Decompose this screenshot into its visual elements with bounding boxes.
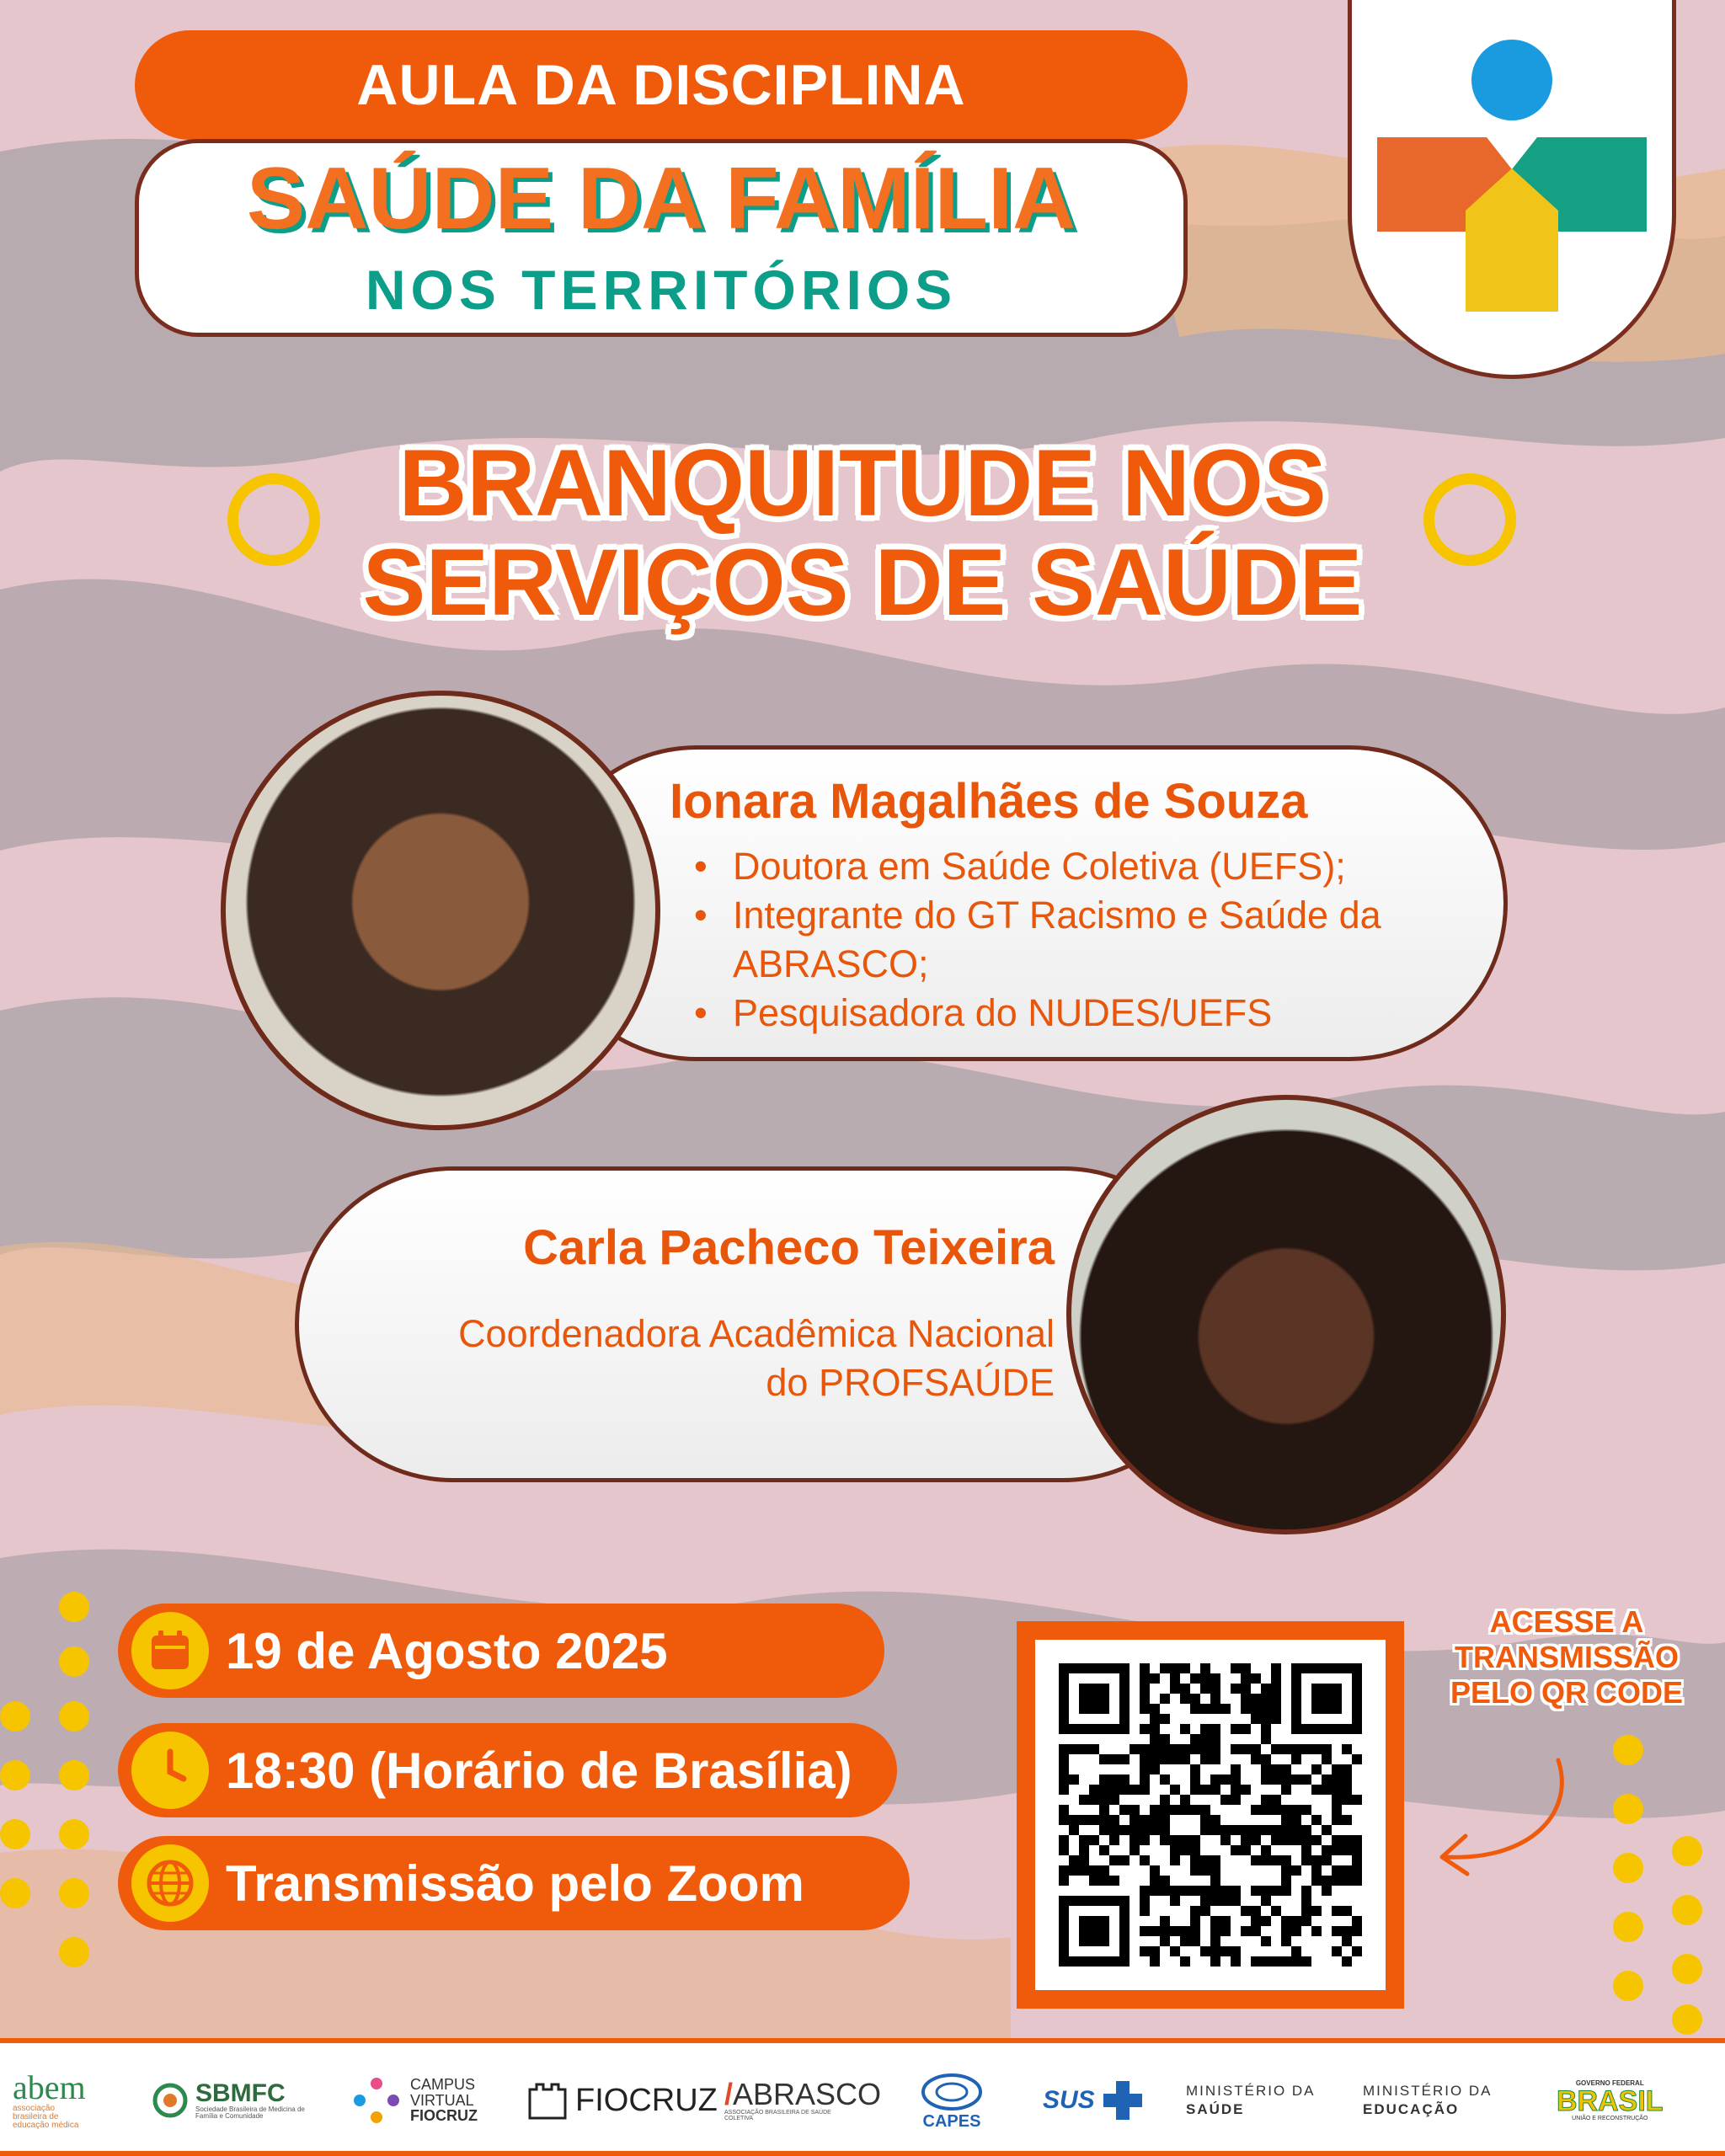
speaker2-role-line1: Coordenadora Acadêmica Nacional (458, 1312, 1055, 1355)
ministerio-educacao-logo: MINISTÉRIO DA EDUCAÇÃO (1363, 2082, 1493, 2117)
lecture-title-line1: BRANQUITUDE NOS (398, 430, 1327, 536)
globe-icon (131, 1844, 209, 1922)
sus-logo-shield (1348, 0, 1676, 379)
lecture-title-line2: SERVIÇOS DE SAÚDE (362, 530, 1363, 635)
speaker1-photo (221, 691, 660, 1130)
speaker1-credentials (691, 842, 1499, 1038)
platform-pill (118, 1836, 910, 1930)
qr-caption-line2: TRANSMISSÃO (1454, 1640, 1679, 1674)
speaker1-credential: • Pesquisadora do NUDES/UEFS (691, 989, 1499, 1038)
sus-logo: SUS (1043, 2060, 1144, 2141)
course-subtitle: NOS TERRITÓRIOS (365, 258, 958, 321)
discipline-banner-text: AULA DA DISCIPLINA (356, 53, 966, 117)
speaker2-role-line2: do PROFSAÚDE (766, 1361, 1055, 1404)
curved-arrow-icon (1432, 1752, 1575, 1886)
speaker1-credential: • Integrante do GT Racismo e Saúde da ABRASCO; (691, 891, 1499, 989)
campus-virtual-fiocruz-logo: CAMPUS VIRTUAL FIOCRUZ (350, 2060, 478, 2141)
clock-icon (131, 1732, 209, 1809)
speaker2-role (337, 1310, 1055, 1407)
qr-code-image (1035, 1640, 1386, 1990)
event-date: 19 de Agosto 2025 (226, 1622, 668, 1679)
qr-code[interactable] (1035, 1640, 1386, 1990)
time-pill (118, 1723, 897, 1817)
qr-caption-line3: PELO QR CODE (1450, 1675, 1684, 1710)
sus-cross-logo (1352, 0, 1672, 375)
governo-federal-brasil-logo: GOVERNO FEDERAL BRASIL UNIÃO E RECONSTRUÇÃO (1557, 2079, 1664, 2121)
partner-logos-footer (0, 2038, 1725, 2156)
course-title: SAÚDE DA FAMÍLIA (246, 149, 1076, 248)
capes-logo: CAPES (918, 2060, 985, 2141)
event-platform: Transmissão pelo Zoom (226, 1854, 804, 1912)
calendar-icon (131, 1612, 209, 1689)
qr-caption-line1: ACESSE A (1489, 1604, 1644, 1639)
speaker1-credential: • Doutora em Saúde Coletiva (UEFS); (691, 842, 1499, 891)
qr-code-frame[interactable] (1017, 1621, 1404, 2009)
qr-caption (1423, 1604, 1710, 1710)
fiocruz-logo: FIOCRUZ (526, 2060, 718, 2141)
sbmfc-logo: SBMFC Sociedade Brasileira de Medicina de Família e Comunidade (152, 2060, 322, 2141)
abem-logo: abem associação brasileira de educação médica (13, 2068, 86, 2130)
date-pill (118, 1604, 884, 1698)
speaker1-name: Ionara Magalhães de Souza (670, 774, 1308, 829)
speaker2-photo (1066, 1095, 1506, 1534)
speaker2-name: Carla Pacheco Teixeira (523, 1220, 1055, 1275)
lecture-title (168, 430, 1557, 635)
event-time: 18:30 (Horário de Brasília) (226, 1742, 852, 1799)
ministerio-saude-logo: MINISTÉRIO DA SAÚDE (1186, 2082, 1316, 2117)
discipline-banner (135, 30, 1188, 140)
course-title-box (135, 139, 1188, 337)
abrasco-logo: /ABRASCO ASSOCIAÇÃO BRASILEIRA DE SAÚDE COLETIVA (724, 2077, 882, 2121)
